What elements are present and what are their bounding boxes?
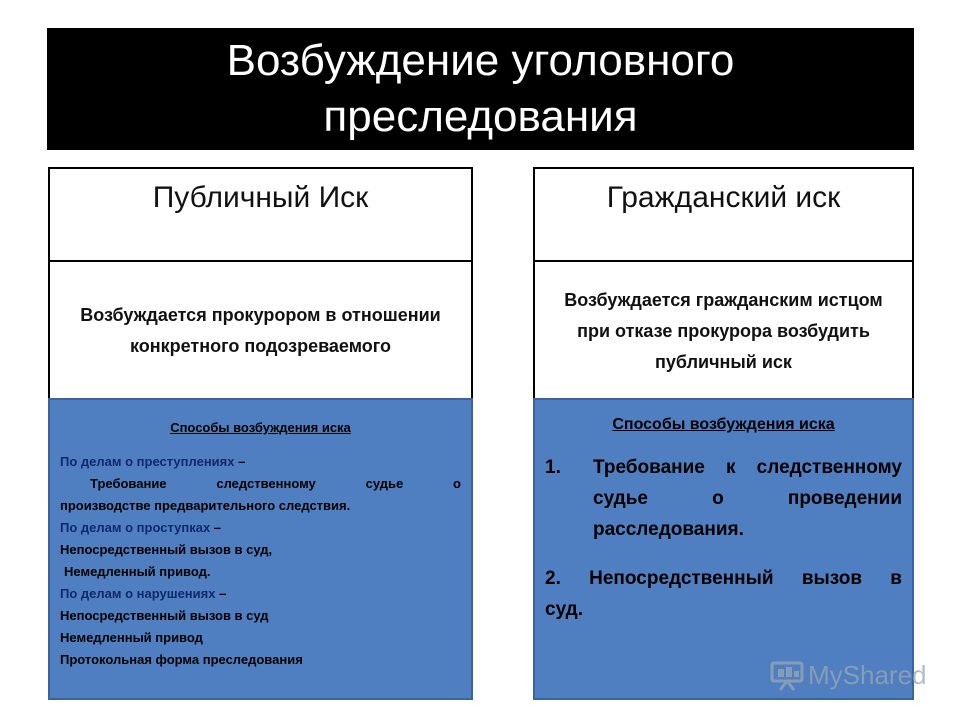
item-1-text: Требование к следственному судье о проведении расследования. bbox=[593, 457, 902, 540]
violations-line-3: Протокольная форма преследования bbox=[60, 652, 303, 667]
violations-heading bbox=[60, 583, 461, 605]
public-claim-methods-box bbox=[48, 398, 473, 700]
title-line-1: Возбуждение уголовного bbox=[226, 36, 735, 85]
misdemeanors-line-2: Немедленный привод. bbox=[64, 564, 211, 579]
civil-claim-description-text: Возбуждается гражданским истцом при отказе прокурора возбудить публичный иск bbox=[564, 289, 883, 372]
violations-dash: – bbox=[215, 586, 227, 601]
public-claim-description-text: Возбуждается прокурором в отношении конкретного подозреваемого bbox=[80, 305, 441, 356]
item-2-line-1: 2. Непосредственный вызов в bbox=[545, 568, 902, 589]
misdemeanors-heading bbox=[60, 517, 461, 539]
title-line-2: преследования bbox=[323, 92, 638, 141]
misdemeanors-dash: – bbox=[210, 520, 222, 535]
public-claim-header: Публичный Иск bbox=[48, 167, 473, 262]
presentation-icon bbox=[770, 661, 804, 691]
civil-claim-methods-list bbox=[545, 452, 902, 625]
watermark bbox=[770, 660, 927, 691]
crimes-label: По делам о преступлениях bbox=[60, 454, 235, 469]
civil-claim-methods-title: Способы возбуждения иска bbox=[612, 416, 835, 433]
misdemeanors-label: По делам о проступках bbox=[60, 520, 211, 535]
crimes-line-2: производстве предварительного следствия. bbox=[60, 498, 351, 513]
violations-label: По делам о нарушениях bbox=[60, 586, 216, 601]
list-item bbox=[545, 452, 902, 545]
violations-line-2: Немедленный привод bbox=[60, 630, 203, 645]
crimes-line-1: Требование следственному судье о bbox=[90, 476, 461, 491]
violations-line-1: Непосредственный вызов в суд bbox=[60, 608, 269, 623]
public-claim-description bbox=[48, 262, 473, 400]
item-1-number: 1. bbox=[545, 457, 561, 478]
civil-claim-methods-box bbox=[533, 398, 914, 700]
misdemeanors-line-1: Непосредственный вызов в суд, bbox=[60, 542, 273, 557]
civil-claim-header: Гражданский иск bbox=[533, 167, 914, 262]
crimes-heading bbox=[60, 451, 461, 473]
civil-claim-description bbox=[533, 262, 914, 400]
crimes-dash: – bbox=[234, 454, 246, 469]
public-claim-methods-list bbox=[60, 451, 461, 671]
watermark-text: MyShared bbox=[808, 660, 927, 690]
public-claim-methods-title: Способы возбуждения иска bbox=[170, 420, 351, 435]
slide-title bbox=[47, 28, 914, 150]
item-2-line-2: суд. bbox=[545, 599, 583, 620]
